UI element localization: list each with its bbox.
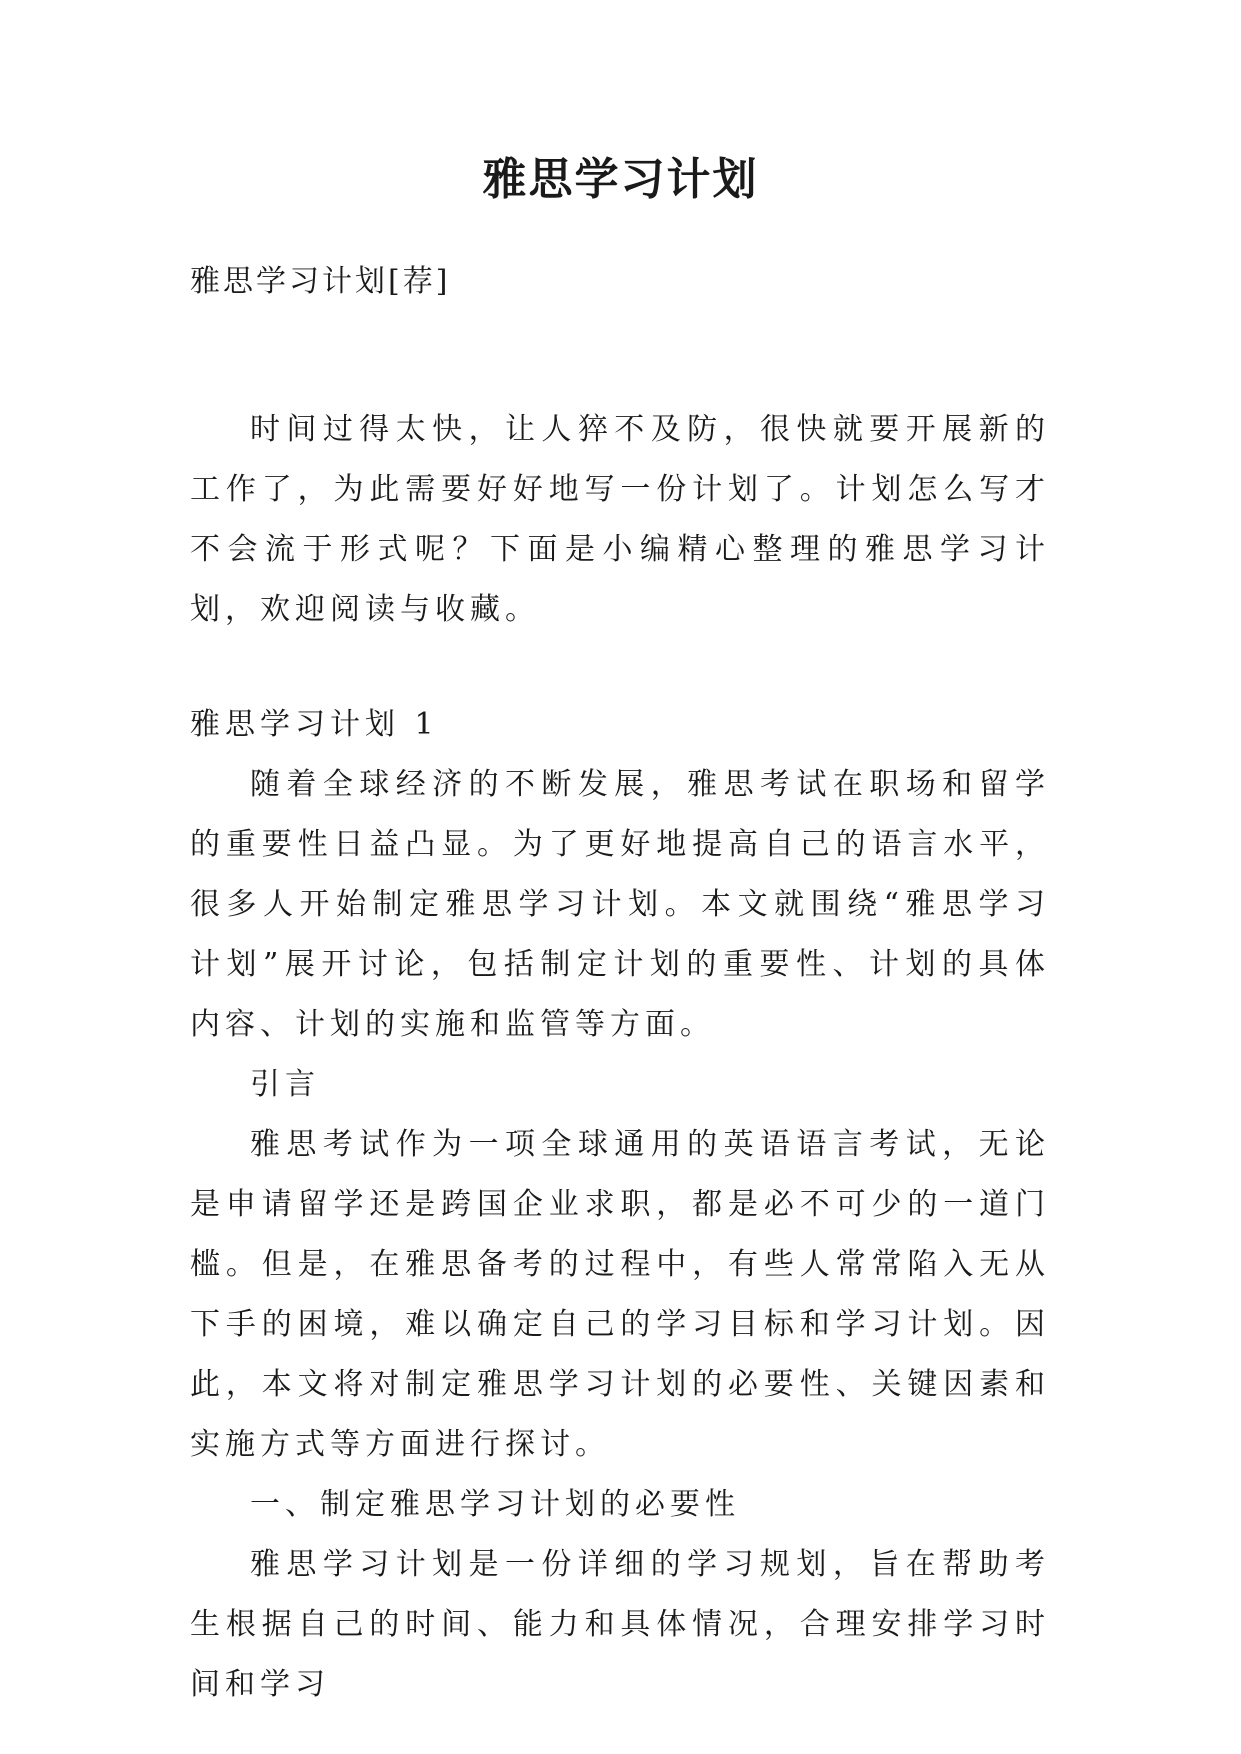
intro-section: [190, 400, 1050, 640]
document-title: 雅思学习计划: [482, 154, 759, 205]
subheading-introduction: 引言: [250, 1067, 320, 1102]
body-paragraph: 雅思学习计划是一份详细的学习规划，旨在帮助考生根据自己的时间、能力和具体情况，合理安排学习时间和学习: [190, 1547, 1050, 1702]
intro-paragraph: 时间过得太快，让人猝不及防，很快就要开展新的工作了，为此需要好好地写一份计划了。计划怎么写才不会流于形式呢？下面是小编精心整理的雅思学习计划，欢迎阅读与收藏。: [190, 412, 1050, 627]
document-subtitle: 雅思学习计划[荐]: [190, 264, 451, 299]
section-heading: 雅思学习计划 1: [190, 707, 439, 742]
subheading-necessity: 一、制定雅思学习计划的必要性: [250, 1487, 740, 1522]
body-paragraph: 随着全球经济的不断发展，雅思考试在职场和留学的重要性日益凸显。为了更好地提高自己的语言水平，很多人开始制定雅思学习计划。本文就围绕“雅思学习计划”展开讨论，包括制定计划的重要性、计划的具体内容、计划的实施和监管等方面。: [190, 767, 1050, 1042]
section-1: [190, 695, 1050, 1715]
body-paragraph: 雅思考试作为一项全球通用的英语语言考试，无论是申请留学还是跨国企业求职，都是必不可少的一道门槛。但是，在雅思备考的过程中，有些人常常陷入无从下手的困境，难以确定自己的学习目标和学习计划。因此，本文将对制定雅思学习计划的必要性、关键因素和实施方式等方面进行探讨。: [190, 1127, 1050, 1462]
